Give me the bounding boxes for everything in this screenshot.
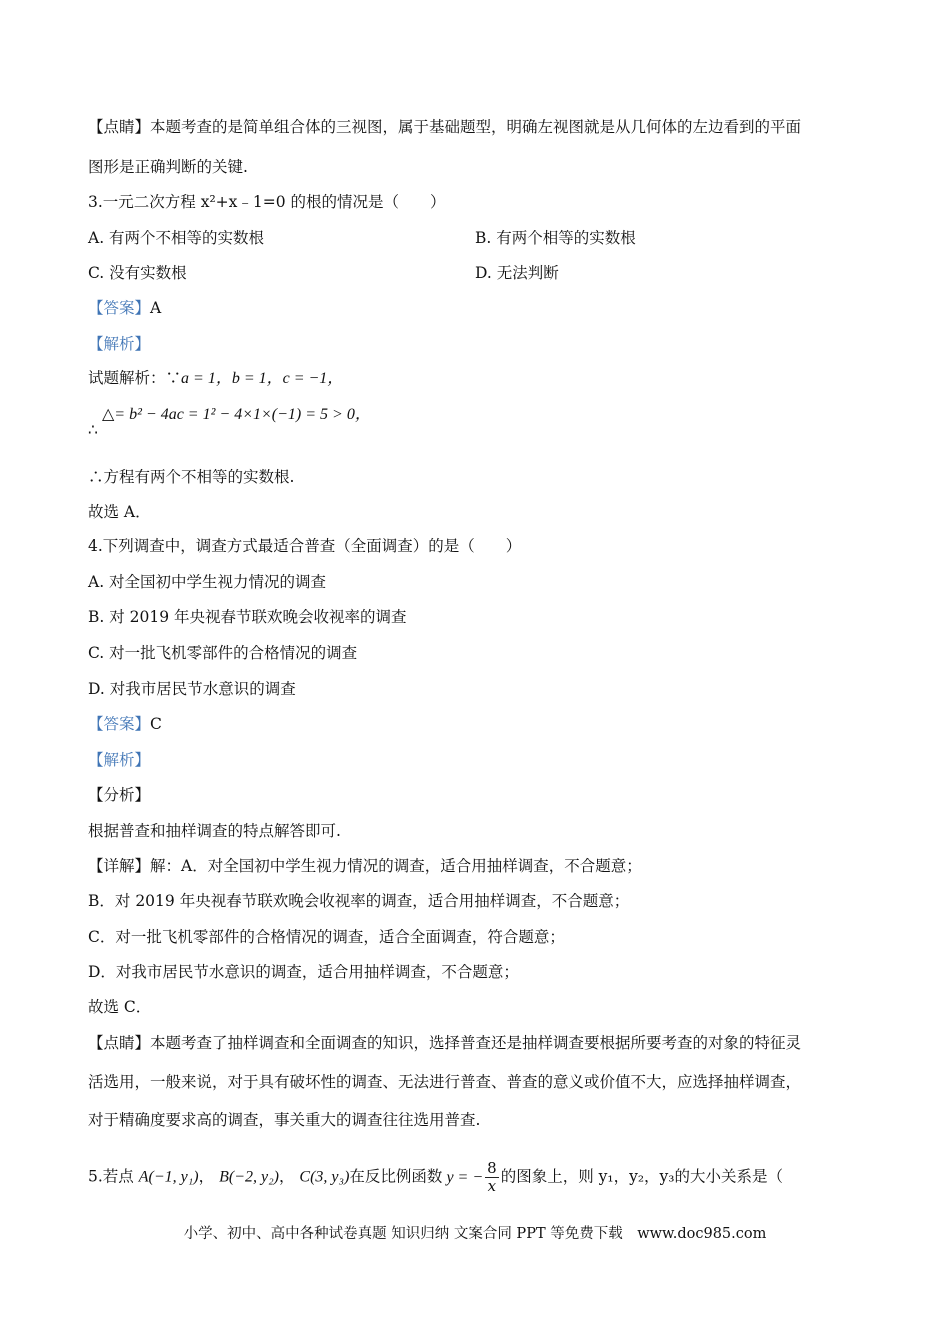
q3-option-b: B. 有两个相等的实数根	[475, 229, 636, 247]
q4-dianjing-1: 【点睛】本题考查了抽样调查和全面调查的知识，选择普查还是抽样调查要根据所要考查的对象的特征灵	[88, 1034, 802, 1052]
xiangjie-text: 解：A．对全国初中学生视力情况的调查，适合用抽样调查，不合题意；	[150, 857, 642, 875]
q3-option-c: C. 没有实数根	[88, 264, 187, 282]
question-5: 5.若点 A(−1, y₁)， B(−2, y₂)， C(3, y₃)在反比例函数 y = − $\frac{8}{x}$ 的图象上，则 y₁，y₂，y₃的大小关系是（	[88, 1159, 784, 1195]
q5-mid: 在反比例函数	[349, 1167, 443, 1186]
question-4: 4.下列调查中，调查方式最适合普查（全面调查）的是（ ）	[88, 537, 522, 555]
q3-solution-3: ∴方程有两个不相等的实数根.	[88, 468, 295, 486]
solution-math: a = 1，b = 1，c = −1，	[181, 370, 344, 387]
q4-xiangjie-5: 故选 C．	[88, 998, 152, 1016]
fraction-numerator: 8	[487, 1159, 497, 1177]
page-footer: 小学、初中、高中各种试卷真题 知识归纳 文案合同 PPT 等免费下载 www.doc985.com	[183, 1226, 767, 1242]
answer-value: C	[150, 715, 162, 733]
q4-xiangjie-2: B．对 2019 年央视春节联欢晚会收视率的调查，适合用抽样调查，不合题意；	[88, 892, 630, 910]
q3-solution-1	[88, 368, 343, 389]
q3-solution-4: 故选 A．	[88, 503, 151, 521]
answer-label: 【答案】	[88, 299, 151, 317]
q3-therefore-symbol: ∴	[88, 421, 98, 439]
q3-jiexi-label: 【解析】	[88, 335, 151, 353]
function-fraction	[485, 1160, 499, 1195]
q4-xiangjie-4: D．对我市居民节水意识的调查，适合用抽样调查，不合题意；	[88, 963, 519, 981]
q4-jiexi-label: 【解析】	[88, 751, 151, 769]
q4-option-b: B. 对 2019 年央视春节联欢晚会收视率的调查	[88, 608, 407, 626]
q4-xiangjie-1	[88, 856, 642, 876]
q4-answer	[88, 714, 162, 734]
function-lhs: y = −	[446, 1168, 484, 1186]
xiangjie-label: 【详解】	[88, 857, 151, 875]
q3-option-a: A. 有两个不相等的实数根	[88, 229, 265, 247]
fraction-denominator: x	[487, 1177, 497, 1195]
q3-solution-2-math	[88, 404, 371, 425]
answer-label: 【答案】	[88, 715, 151, 733]
q4-fenxi-label: 【分析】	[88, 786, 151, 804]
dianjing-line-1: 【点睛】本题考查的是简单组合体的三视图，属于基础题型，明确左视图就是从几何体的左边看到的平面	[88, 118, 802, 136]
point-c: C(3, y₃)	[299, 1168, 350, 1186]
q5-prefix: 5.若点	[88, 1167, 134, 1186]
q4-dianjing-3: 对于精确度要求高的调查，事关重大的调查往往选用普查.	[88, 1111, 481, 1129]
q3-answer	[88, 298, 161, 318]
q4-option-c: C. 对一批飞机零部件的合格情况的调查	[88, 644, 358, 662]
q3-option-d: D. 无法判断	[475, 264, 559, 282]
q4-fenxi-text: 根据普查和抽样调查的特点解答即可.	[88, 822, 341, 840]
q4-dianjing-2: 活选用，一般来说，对于具有破坏性的调查、无法进行普查、普查的意义或价值不大，应选择抽样调查，	[88, 1073, 802, 1091]
solution-prefix: 试题解析：∵	[88, 369, 182, 387]
discriminant-formula: △= b² − 4ac = 1² − 4×1×(−1) = 5 > 0，	[102, 406, 371, 423]
q4-option-d: D. 对我市居民节水意识的调查	[88, 680, 296, 698]
question-3: 3.一元二次方程 x²+x﹣1=0 的根的情况是（ ）	[88, 193, 446, 211]
dianjing-line-2: 图形是正确判断的关键.	[88, 158, 248, 176]
point-b: B(−2, y₂)	[219, 1168, 279, 1186]
answer-value: A	[150, 299, 162, 317]
q4-xiangjie-3: C．对一批飞机零部件的合格情况的调查，适合全面调查，符合题意；	[88, 928, 565, 946]
q5-tail: 的图象上，则 y₁，y₂，y₃的大小关系是（	[500, 1167, 784, 1186]
point-a: A(−1, y₁)	[138, 1168, 199, 1186]
q4-option-a: A. 对全国初中学生视力情况的调查	[88, 573, 327, 591]
